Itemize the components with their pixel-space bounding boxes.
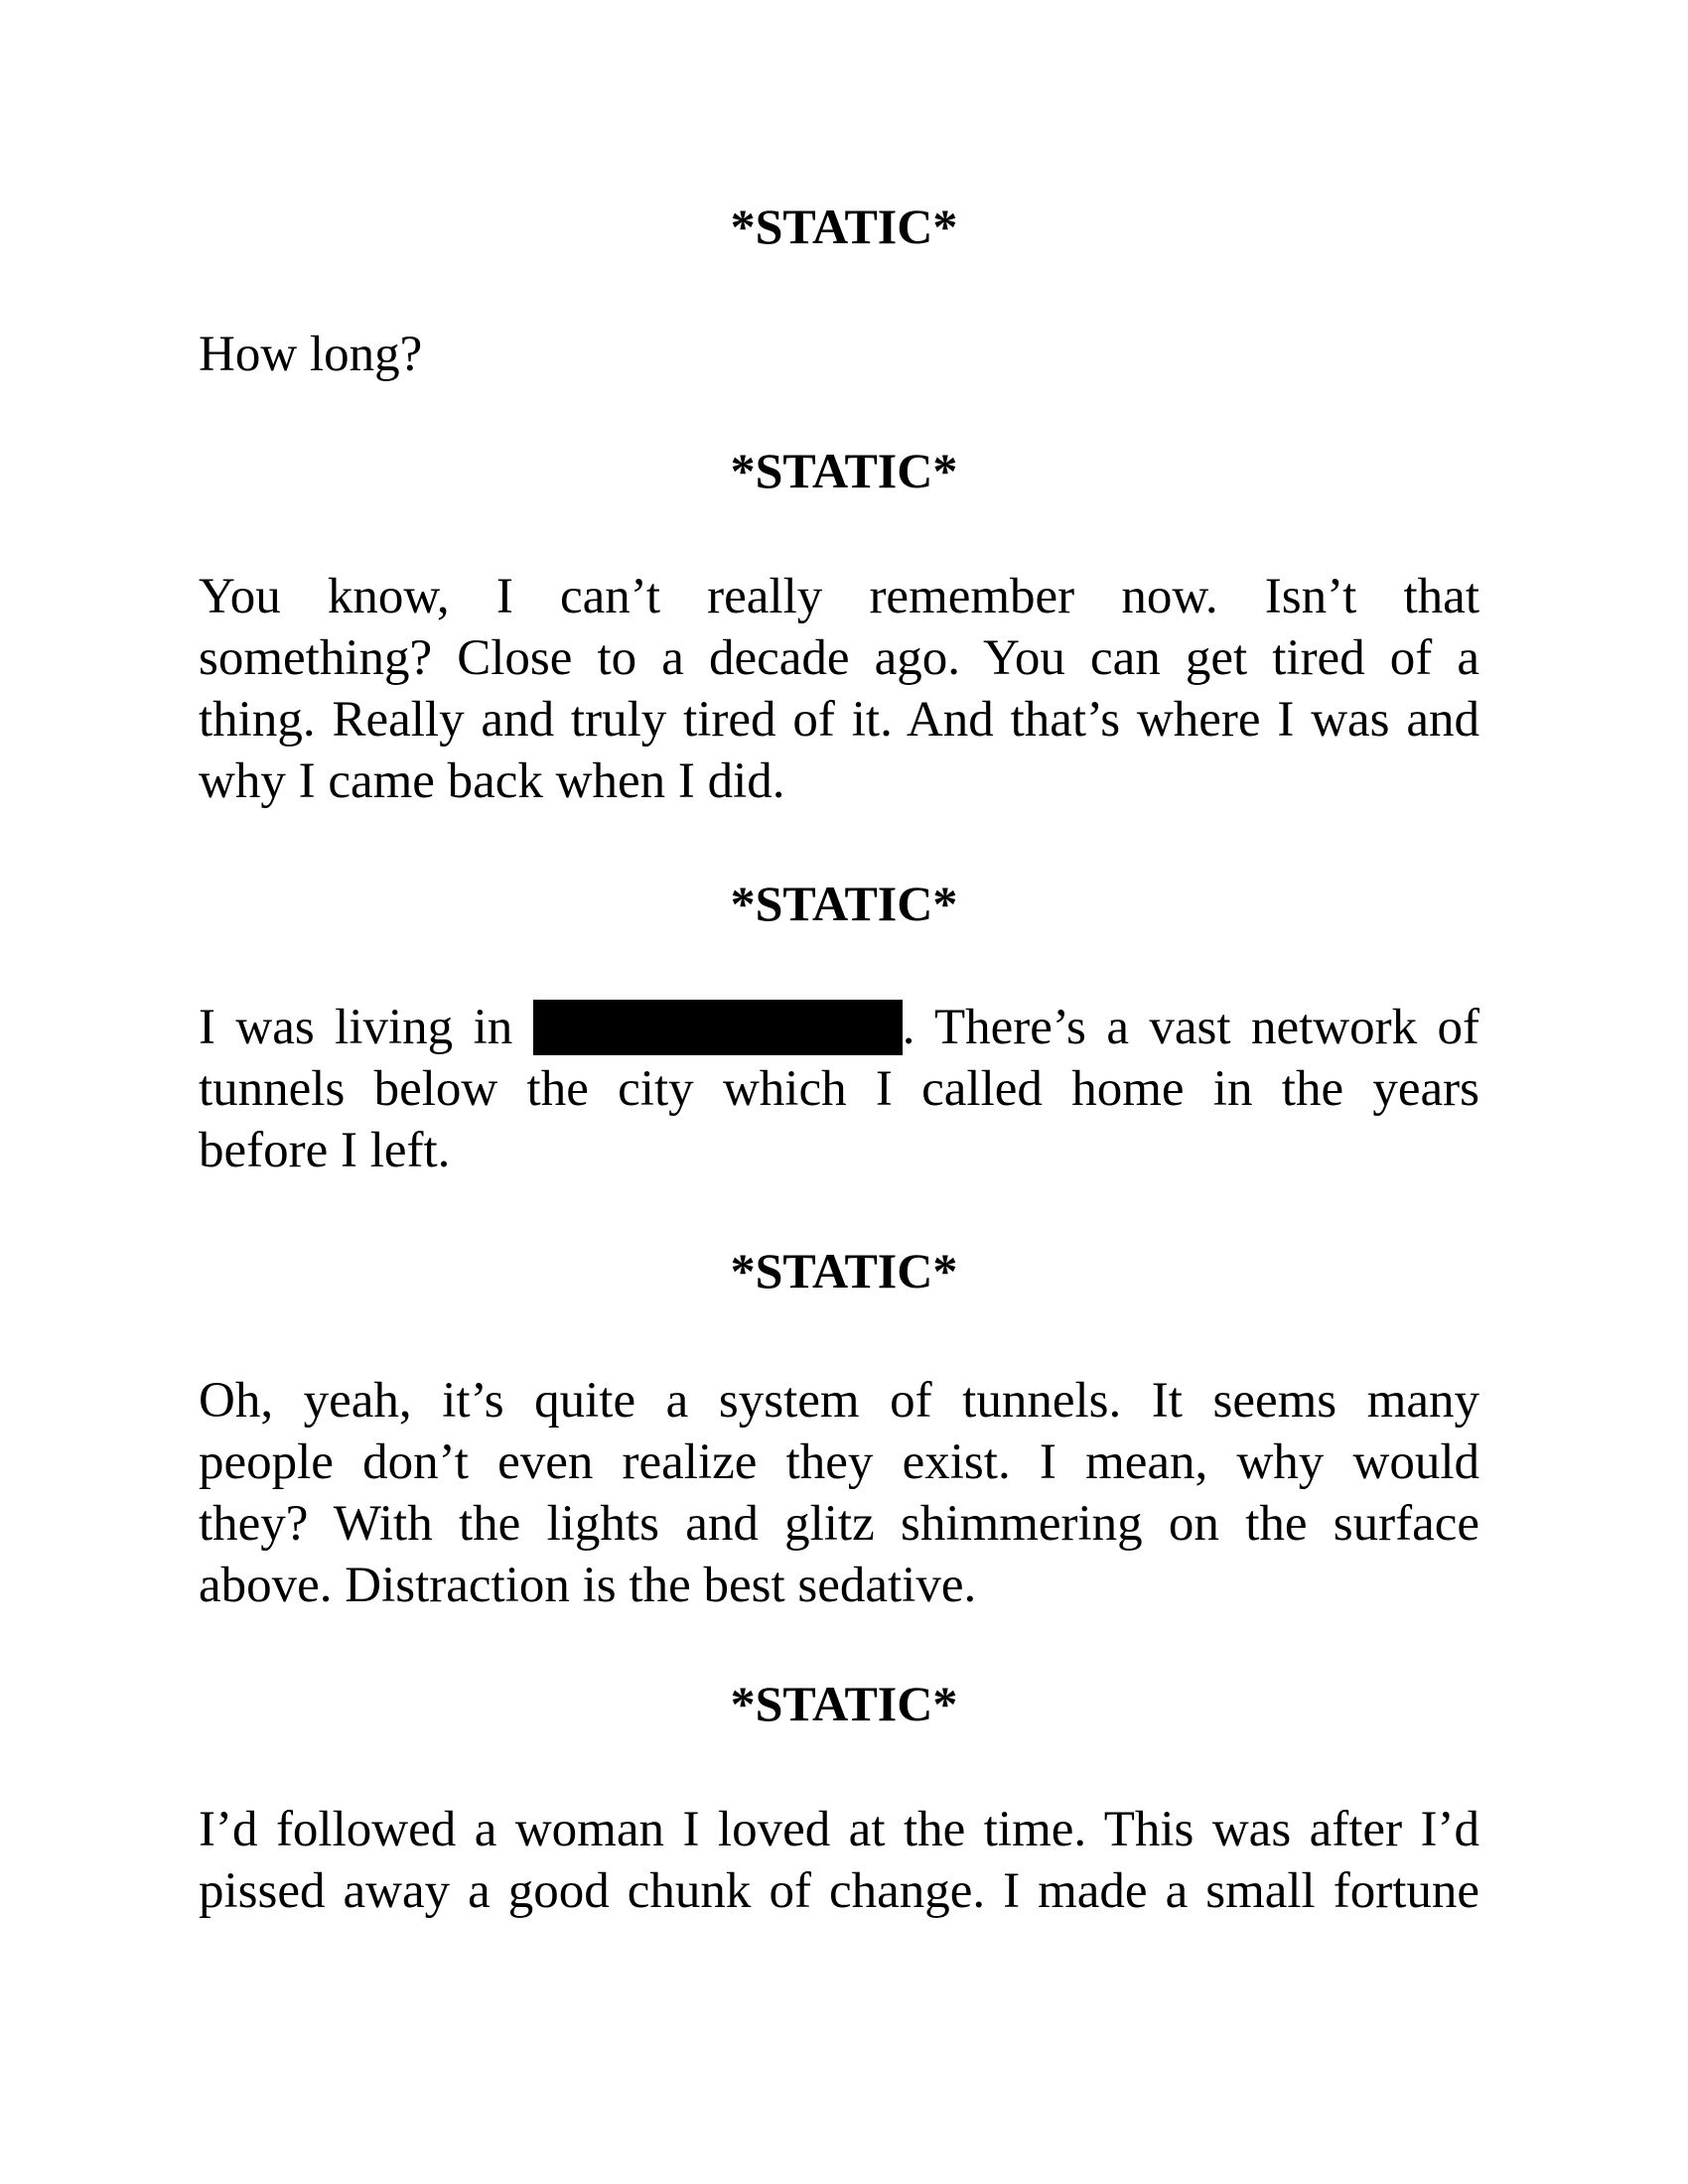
text-line: You know, I can’t really remember now. Isn’t that xyxy=(199,569,1479,624)
text-line: why I came back when I did. xyxy=(199,753,785,809)
text-line: tunnels below the city which I called home in the years xyxy=(199,1061,1479,1117)
paragraph-cant-remember xyxy=(199,566,1479,812)
text-line: Oh, yeah, it’s quite a system of tunnels. It seems many xyxy=(199,1373,1479,1429)
paragraph-followed-woman xyxy=(199,1799,1479,1922)
static-heading: *STATIC* xyxy=(730,443,958,498)
text-line: pissed away a good chunk of change. I made a small fortune xyxy=(199,1863,1479,1919)
text-segment: . There’s a vast network of xyxy=(902,1000,1479,1055)
text-line: they? With the lights and glitz shimmering on the surface xyxy=(199,1496,1479,1552)
text-line: How long? xyxy=(199,327,423,382)
text-segment: I was living in xyxy=(199,1000,533,1055)
redaction-block xyxy=(533,1000,903,1055)
text-line: before I left. xyxy=(199,1123,451,1178)
paragraph-how-long xyxy=(199,324,1479,385)
paragraph-tunnels xyxy=(199,1370,1479,1616)
text-line: something? Close to a decade ago. You can get tired of a xyxy=(199,630,1479,686)
text-line: thing. Really and truly tired of it. And that’s where I was and xyxy=(199,692,1479,748)
static-heading: *STATIC* xyxy=(730,199,958,254)
text-line: people don’t even realize they exist. I mean, why would xyxy=(199,1434,1479,1490)
static-heading: *STATIC* xyxy=(730,1243,958,1298)
static-heading: *STATIC* xyxy=(730,876,958,931)
text-line: above. Distraction is the best sedative. xyxy=(199,1558,977,1613)
paragraph-living-in xyxy=(199,997,1479,1181)
text-line xyxy=(199,997,1479,1058)
static-heading: *STATIC* xyxy=(730,1676,958,1731)
text-line: I’d followed a woman I loved at the time. This was after I’d xyxy=(199,1802,1479,1857)
